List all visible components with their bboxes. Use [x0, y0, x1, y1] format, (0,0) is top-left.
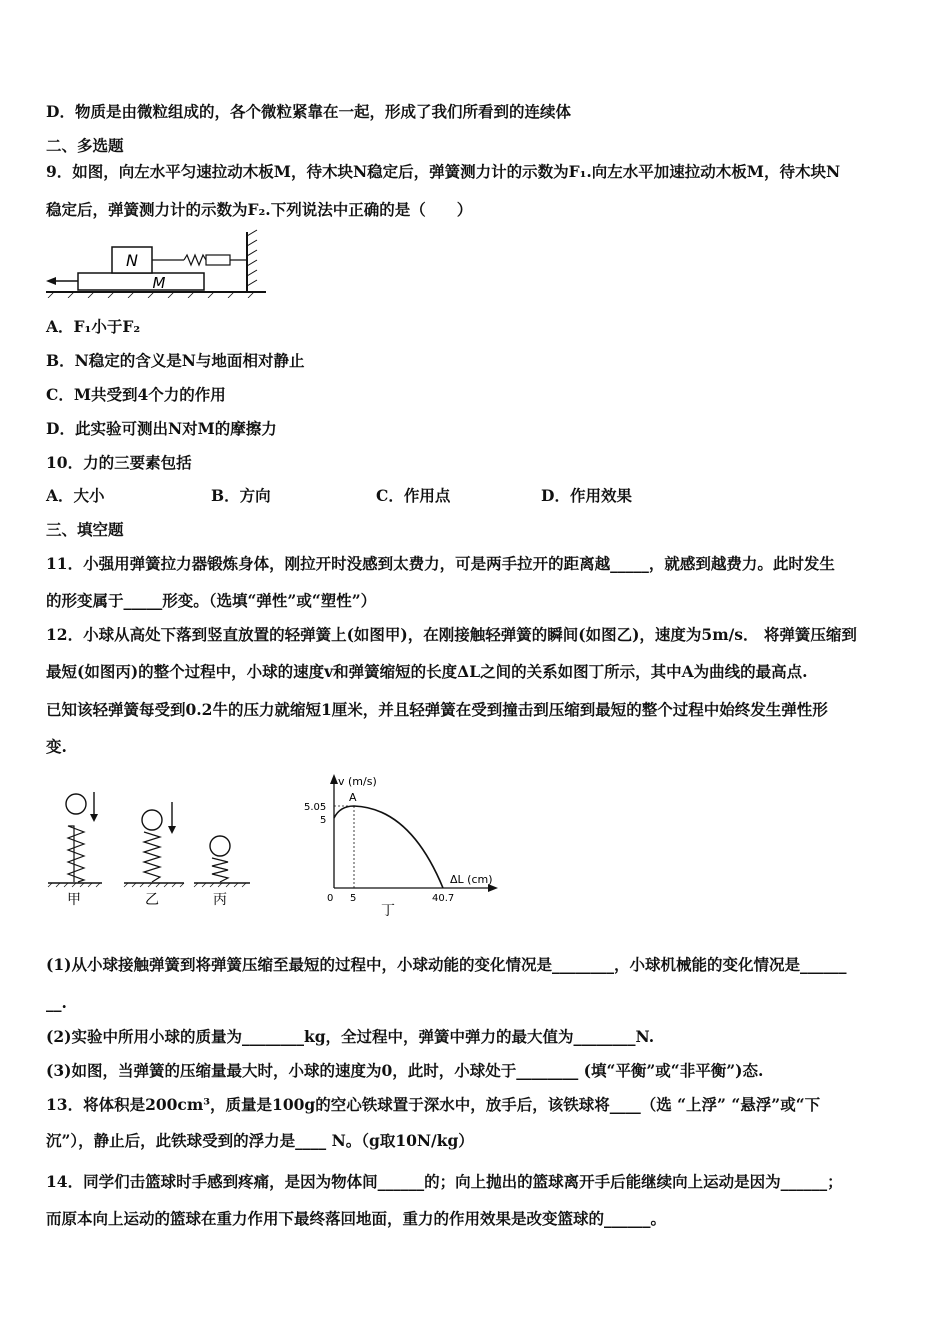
q10-option-a: A．大小 — [46, 486, 105, 505]
block-n-label: N — [126, 251, 138, 270]
q14-line2: 而原本向上运动的篮球在重力作用下最终落回地面，重力的作用效果是改变篮球的______。 — [46, 1209, 667, 1228]
q12-sub3: (3)如图，当弹簧的压缩量最大时，小球的速度为0，此时，小球处于________ (填“平衡”或“非平衡”)态. — [46, 1061, 764, 1080]
q10-stem: 10．力的三要素包括 — [46, 453, 192, 472]
label-yi: 乙 — [145, 892, 159, 908]
q9-option-a: A．F₁小于F₂ — [46, 317, 141, 336]
q12-velocity-graph — [300, 770, 510, 920]
q12-line4: 变. — [46, 737, 67, 756]
spring-scale — [184, 255, 206, 265]
section-title-fill-blank: 三、填空题 — [46, 520, 124, 539]
q10-option-d: D．作用效果 — [541, 486, 632, 505]
spring-bing — [212, 858, 228, 882]
board-m-label: M — [152, 274, 166, 292]
velocity-curve — [334, 806, 443, 888]
label-jia: 甲 — [67, 892, 81, 908]
q12-line1: 12．小球从高处下落到竖直放置的轻弹簧上(如图甲)，在刚接触轻弹簧的瞬间(如图乙)，速度为5m/s． 将弹簧压缩到 — [46, 625, 857, 644]
ball-jia — [66, 794, 86, 814]
q11-line2: 的形变属于_____形变。（选填“弹性”或“塑性”） — [46, 591, 377, 610]
q14-line1: 14．同学们击篮球时手感到疼痛，是因为物体间______的；向上抛出的篮球离开手后能继续向上运动是因为______； — [46, 1172, 843, 1191]
q12-sub2: (2)实验中所用小球的质量为________kg，全过程中，弹簧中弹力的最大值为________N. — [46, 1027, 655, 1046]
x-tick-0: 0 — [327, 893, 334, 904]
ball-yi — [142, 810, 162, 830]
q8-option-d: D．物质是由微粒组成的，各个微粒紧靠在一起，形成了我们所看到的连续体 — [46, 102, 571, 121]
q9-option-b: B．N稳定的含义是N与地面相对静止 — [46, 351, 305, 370]
q10-option-b: B．方向 — [211, 486, 271, 505]
q9-figure — [44, 228, 269, 298]
q12-spring-figure — [44, 780, 274, 910]
peak-label: A — [349, 791, 357, 804]
board-m — [78, 273, 204, 290]
spring-yi — [144, 832, 160, 882]
label-bing: 丙 — [213, 892, 227, 908]
spring-jia — [68, 826, 84, 882]
q9-option-d: D．此实验可测出N对M的摩擦力 — [46, 419, 277, 438]
x-tick-5: 5 — [350, 893, 357, 904]
q13-line1: 13．将体积是200cm³，质量是100g的空心铁球置于深水中，放手后，该铁球将____（选 “上浮” “悬浮”或“下 — [46, 1095, 821, 1114]
q9-stem-line1: 9．如图，向左水平匀速拉动木板M，待木块N稳定后，弹簧测力计的示数为F₁.向左水平加速拉动木板M，待木块N — [46, 162, 841, 181]
ball-bing — [210, 836, 230, 856]
x-axis-label: ΔL (cm) — [450, 873, 493, 886]
q9-stem-line2: 稳定后，弹簧测力计的示数为F₂.下列说法中正确的是（ ） — [46, 200, 473, 219]
q12-sub1-line2: __. — [46, 993, 67, 1012]
label-ding: 丁 — [381, 903, 395, 919]
y-axis-label: v (m/s) — [338, 775, 377, 788]
q13-line2: 沉”），静止后，此铁球受到的浮力是____ N。（g取10N/kg） — [46, 1131, 474, 1150]
q12-sub1-line1: (1)从小球接触弹簧到将弹簧压缩至最短的过程中，小球动能的变化情况是________，小球机械能的变化情况是______ — [46, 955, 847, 974]
q10-option-c: C．作用点 — [376, 486, 451, 505]
q9-option-c: C．M共受到4个力的作用 — [46, 385, 226, 404]
y-tick-5: 5 — [320, 815, 327, 826]
q12-line2: 最短(如图丙)的整个过程中，小球的速度v和弹簧缩短的长度ΔL之间的关系如图丁所示，其中A为曲线的最高点. — [46, 662, 808, 681]
y-tick-5-05: 5.05 — [304, 802, 327, 813]
q11-line1: 11．小强用弹簧拉力器锻炼身体，刚拉开时没感到太费力，可是两手拉开的距离越_____，就感到越费力。此时发生 — [46, 554, 835, 573]
section-title-multiple-choice: 二、多选题 — [46, 136, 124, 155]
x-tick-40-7: 40.7 — [432, 893, 455, 904]
q12-line3: 已知该轻弹簧每受到0.2牛的压力就缩短1厘米，并且轻弹簧在受到撞击到压缩到最短的整个过程中始终发生弹性形 — [46, 700, 828, 719]
